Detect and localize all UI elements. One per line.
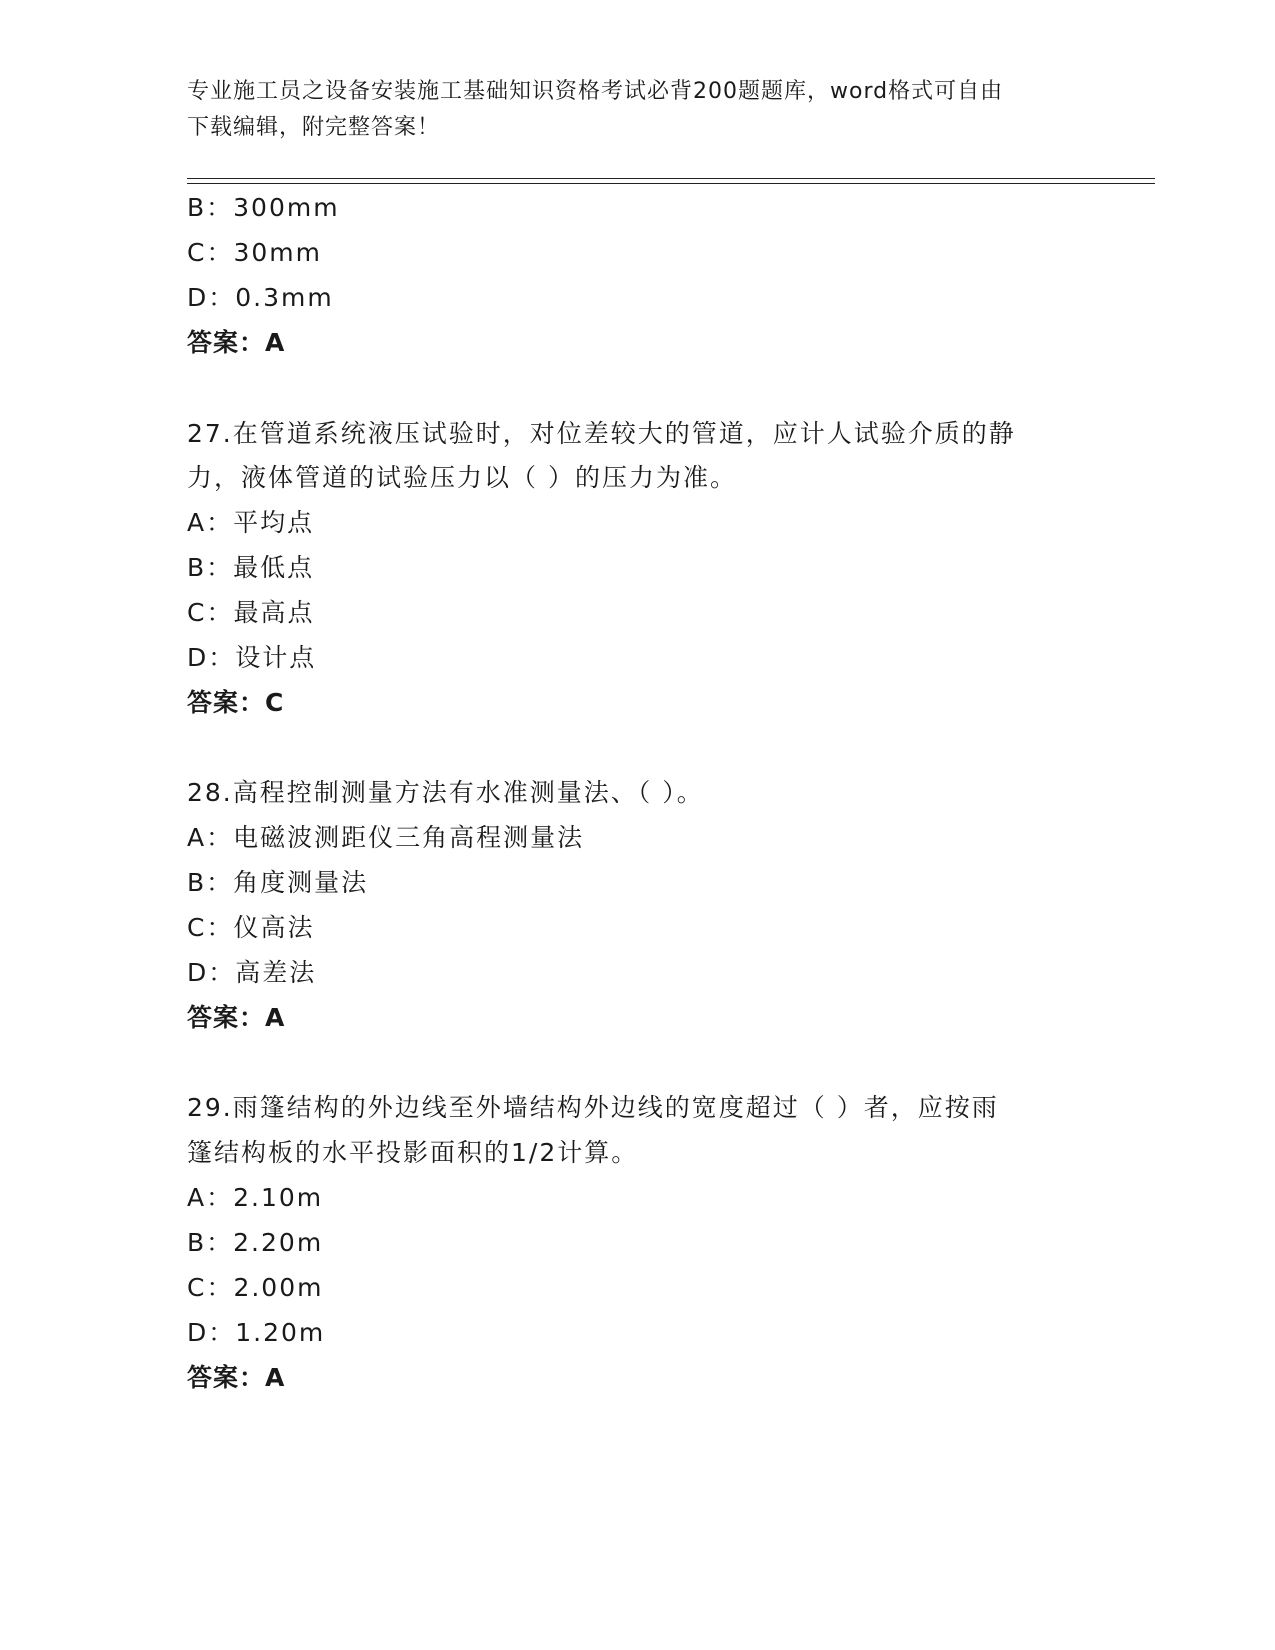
q29-option-c: C：2.00m [187, 1273, 324, 1302]
header-line-2: 下载编辑，附完整答案！ [187, 115, 441, 140]
q29-option-d: D：1.20m [187, 1318, 326, 1347]
document-header [187, 74, 1087, 146]
q28-option-d: D：高差法 [187, 958, 317, 987]
q28-stem-line-1: 28.高程控制测量方法有水准测量法、（ ）。 [187, 778, 704, 807]
q28-option-a: A：电磁波测距仪三角高程测量法 [187, 823, 585, 852]
prev-answer: 答案：A [187, 328, 286, 357]
prev-option-c: C：30mm [187, 238, 322, 267]
q29-answer: 答案：A [187, 1363, 286, 1392]
q27-answer: 答案：C [187, 688, 285, 717]
q28-option-c: C：仪高法 [187, 913, 315, 942]
q27-option-d: D：设计点 [187, 643, 317, 672]
q27-stem-line-1: 27.在管道系统液压试验时，对位差较大的管道，应计人试验介质的静 [187, 419, 1016, 448]
header-rule-bottom [187, 183, 1155, 184]
header-line-1: 专业施工员之设备安装施工基础知识资格考试必背200题题库，word格式可自由 [187, 79, 1004, 104]
prev-option-d: D：0.3mm [187, 283, 334, 312]
q28-option-b: B：角度测量法 [187, 868, 369, 897]
q29-option-a: A：2.10m [187, 1183, 324, 1212]
q27-option-b: B：最低点 [187, 553, 315, 582]
q29-stem-line-2: 篷结构板的水平投影面积的1/2计算。 [187, 1138, 639, 1167]
q27-option-a: A：平均点 [187, 508, 315, 537]
header-rule-top [187, 178, 1155, 179]
q28-answer: 答案：A [187, 1003, 286, 1032]
q29-option-b: B：2.20m [187, 1228, 324, 1257]
q29-stem-line-1: 29.雨篷结构的外边线至外墙结构外边线的宽度超过（ ）者，应按雨 [187, 1093, 999, 1122]
q27-option-c: C：最高点 [187, 598, 315, 627]
prev-option-b: B：300mm [187, 193, 340, 222]
q27-stem-line-2: 力，液体管道的试验压力以（ ）的压力为准。 [187, 463, 737, 492]
